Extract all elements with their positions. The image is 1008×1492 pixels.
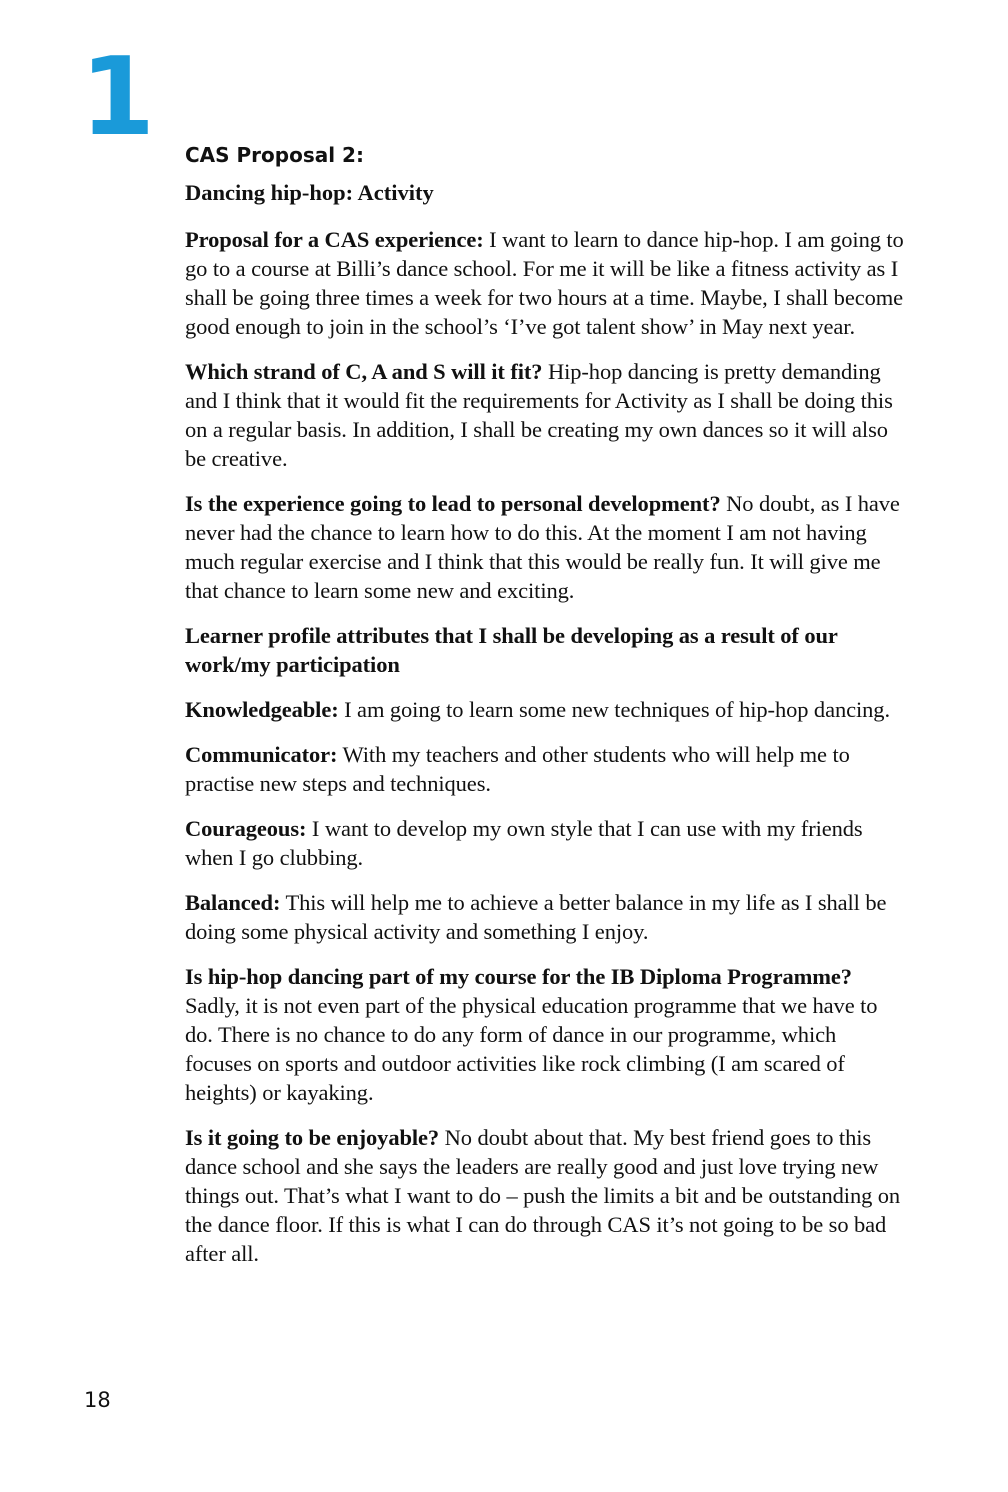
paragraph-learner-profile-heading: [185, 621, 905, 679]
paragraph-lead: Balanced:: [185, 890, 281, 915]
paragraph-knowledgeable: [185, 695, 905, 724]
paragraph-text: No doubt, as I have never had the chance to learn how to do this. At the moment I am not having much regular exercise and I think that this would be really fun. It will give me that chance to learn some new and exciting.: [185, 491, 900, 603]
paragraph-text: I want to develop my own style that I can use with my friends when I go clubbing.: [185, 816, 863, 870]
paragraph-text: I want to learn to dance hip-hop. I am going to go to a course at Billi’s dance school. For me it will be like a fitness activity as I shall be going three times a week for two hours at a time. Maybe, I shall become good enough to join in the school’s ‘I’ve got talent show’ in May next year.: [185, 227, 904, 339]
paragraph-lead: Communicator:: [185, 742, 338, 767]
paragraph-text: No doubt about that. My best friend goes to this dance school and she says the leaders are really good and just love trying new things out. That’s what I want to do – push the limits a bit and be outstanding on the dance floor. If this is what I can do through CAS it’s not going to be so bad after all.: [185, 1125, 901, 1266]
paragraph-courageous: [185, 814, 905, 872]
paragraph-lead: Courageous:: [185, 816, 307, 841]
paragraph-lead: Which strand of C, A and S will it fit?: [185, 359, 543, 384]
paragraph-text: This will help me to achieve a better balance in my life as I shall be doing some physical activity and something I enjoy.: [185, 890, 887, 944]
chapter-number: 1: [80, 35, 154, 160]
paragraph-proposal: [185, 225, 905, 341]
section-subtitle: Dancing hip-hop: Activity: [185, 180, 434, 205]
paragraph-lead: Proposal for a CAS experience:: [185, 227, 484, 252]
paragraph-communicator: [185, 740, 905, 798]
paragraph-lead: Is the experience going to lead to personal development?: [185, 491, 721, 516]
paragraph-text: With my teachers and other students who will help me to practise new steps and techniques.: [185, 742, 850, 796]
paragraph-ib-diploma: [185, 962, 905, 1107]
main-content: [185, 140, 905, 1268]
paragraph-lead: Learner profile attributes that I shall be developing as a result of our work/my participation: [185, 623, 838, 677]
section-heading: CAS Proposal 2:: [185, 143, 364, 167]
paragraph-lead: Is hip-hop dancing part of my course for the IB Diploma Programme?: [185, 964, 852, 989]
paragraph-balanced: [185, 888, 905, 946]
paragraph-lead: Knowledgeable:: [185, 697, 339, 722]
paragraph-personal-development: [185, 489, 905, 605]
page-number: 18: [84, 1388, 111, 1412]
paragraph-strand: [185, 357, 905, 473]
paragraph-text: I am going to learn some new techniques of hip-hop dancing.: [338, 697, 890, 722]
paragraph-lead: Is it going to be enjoyable?: [185, 1125, 440, 1150]
paragraph-text: Sadly, it is not even part of the physical education programme that we have to do. There is no chance to do any form of dance in our programme, which focuses on sports and outdoor activities like rock climbing (I am scared of heights) or kayaking.: [185, 993, 878, 1105]
paragraph-enjoyable: [185, 1123, 905, 1268]
paragraph-text: Hip-hop dancing is pretty demanding and I think that it would fit the requirements for Activity as I shall be doing this on a regular basis. In addition, I shall be creating my own dances so it will also be creative.: [185, 359, 893, 471]
